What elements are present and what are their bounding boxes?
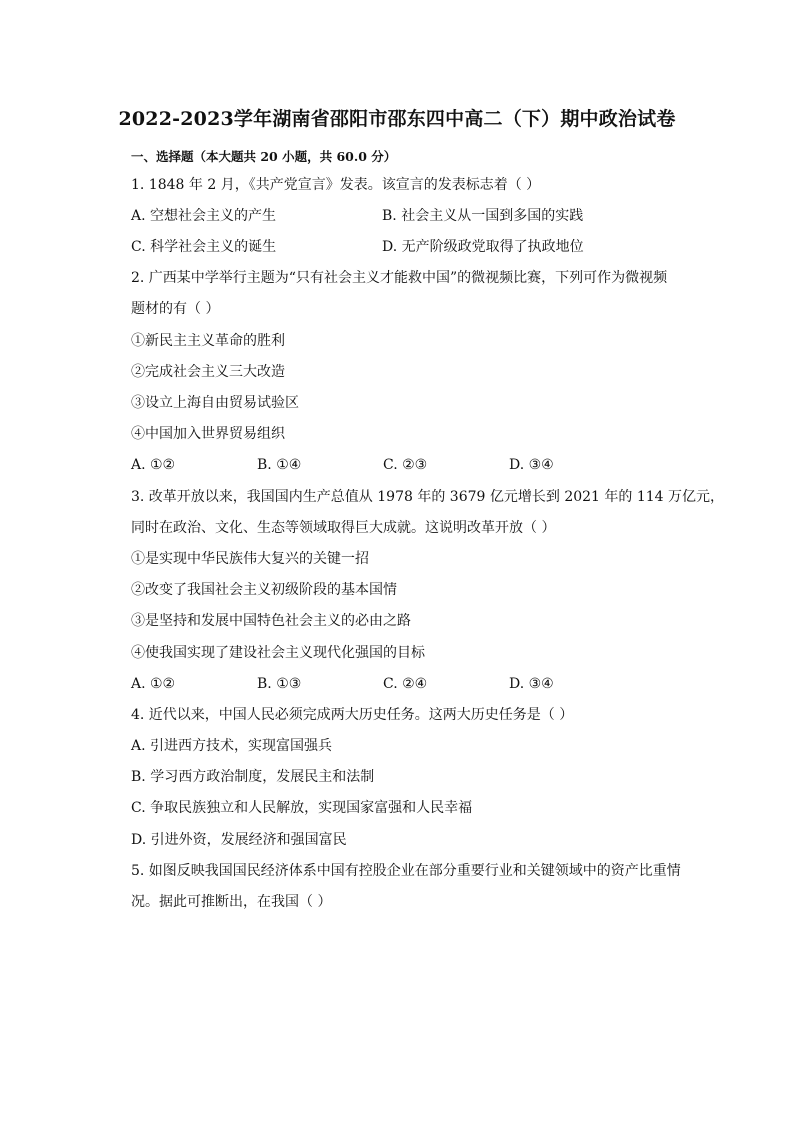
- question-1-option-a: A. 空想社会主义的产生: [131, 208, 277, 224]
- question-3-stem-line-1: 3. 改革开放以来，我国国内生产总值从 1978 年的 3679 亿元增长到 2021 年的 114 万亿元，: [131, 489, 725, 505]
- section-heading: 一、选择题（本大题共 20 小题，共 60.0 分）: [131, 149, 397, 164]
- question-3-option-b: B. ①③: [257, 676, 302, 692]
- question-2-statement-1: ①新民主主义革命的胜利: [131, 333, 285, 349]
- question-2-option-a: A. ①②: [131, 457, 176, 473]
- question-4-option-c: C. 争取民族独立和人民解放，实现国家富强和人民幸福: [131, 800, 473, 816]
- question-2-option-d: D. ③④: [509, 457, 554, 473]
- question-3-option-c: C. ②④: [383, 676, 428, 692]
- question-2-option-b: B. ①④: [257, 457, 302, 473]
- question-3-statement-2: ②改变了我国社会主义初级阶段的基本国情: [131, 582, 397, 598]
- page-title: 2022-2023学年湖南省邵阳市邵东四中高二（下）期中政治试卷: [118, 108, 676, 130]
- question-3-stem-line-2: 同时在政治、文化、生态等领域取得巨大成就。这说明改革开放（ ）: [131, 520, 556, 536]
- question-1-option-c: C. 科学社会主义的诞生: [131, 239, 277, 255]
- question-2-option-c: C. ②③: [383, 457, 428, 473]
- question-1-option-d: D. 无产阶级政党取得了执政地位: [382, 239, 584, 255]
- question-3-option-d: D. ③④: [509, 676, 554, 692]
- question-1-option-b: B. 社会主义从一国到多国的实践: [382, 208, 584, 224]
- question-4-option-d: D. 引进外资，发展经济和强国富民: [131, 832, 347, 848]
- question-2-statement-4: ④中国加入世界贸易组织: [131, 426, 285, 442]
- question-2-stem-line-2: 题材的有（ ）: [131, 301, 220, 317]
- question-1-stem: 1. 1848 年 2 月，《共产党宣言》发表。该宣言的发表标志着（ ）: [131, 177, 541, 193]
- question-3-option-a: A. ①②: [131, 676, 176, 692]
- question-2-statement-3: ③设立上海自由贸易试验区: [131, 395, 299, 411]
- question-3-statement-1: ①是实现中华民族伟大复兴的关键一招: [131, 551, 369, 567]
- question-5-stem-line-2: 况。据此可推断出，在我国（ ）: [131, 894, 332, 910]
- question-3-statement-3: ③是坚持和发展中国特色社会主义的必由之路: [131, 613, 411, 629]
- question-3-statement-4: ④使我国实现了建设社会主义现代化强国的目标: [131, 645, 425, 661]
- question-2-statement-2: ②完成社会主义三大改造: [131, 364, 285, 380]
- question-5-stem-line-1: 5. 如图反映我国国民经济体系中国有控股企业在部分重要行业和关键领域中的资产比重情: [131, 863, 681, 879]
- question-4-option-b: B. 学习西方政治制度，发展民主和法制: [131, 769, 375, 785]
- question-2-stem-line-1: 2. 广西某中学举行主题为“只有社会主义才能救中国”的微视频比赛，下列可作为微视频: [131, 270, 668, 286]
- question-4-option-a: A. 引进西方技术，实现富国强兵: [131, 738, 333, 754]
- question-4-stem: 4. 近代以来，中国人民必须完成两大历史任务。这两大历史任务是（ ）: [131, 707, 574, 723]
